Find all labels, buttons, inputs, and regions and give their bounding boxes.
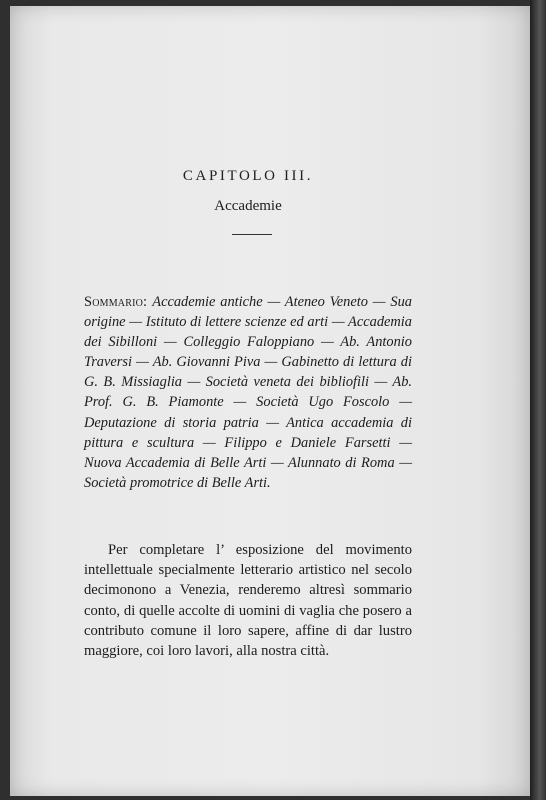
- summary-topics: Accademie antiche — Ateneo Veneto — Sua origine — Istituto di lettere scienze ed arti — Accademia dei Sibilloni — Colleggio Faloppiano — Ab. Antonio Traversi — Ab. Giovanni Piva — Gabinetto di lettura di G. B. Missiaglia — Società veneta dei bibliofili — Ab. Prof. G. B. Piamonte — Società Ugo Foscolo — Deputazione di storia patria — Antica accademia di pittura e scultura — Filippo e Daniele Farsetti — Nuova Accademia di Belle Arti — Alunnato di Roma — Società promotrice di Belle Arti.: [84, 294, 412, 491]
- body-paragraph: Per completare l’ esposizione del movimento intellettuale specialmente letterario artistico nel secolo decimonono a Venezia, renderemo altresì sommario conto, di quelle accolte di uomini di vaglia che posero a contributo comune il loro sapere, affine di dar lustro maggiore, coi loro lavori, alla nostra città.: [84, 542, 412, 660]
- summary-label: Sommario:: [84, 294, 153, 310]
- chapter-title: CAPITOLO III.: [182, 168, 314, 184]
- summary-block: [84, 292, 412, 493]
- show-through-text: [130, 118, 430, 318]
- book-page: [10, 6, 530, 796]
- title-rule: [232, 234, 272, 235]
- section-title: Accademie: [214, 198, 282, 214]
- book-edge-shadow: [530, 0, 546, 800]
